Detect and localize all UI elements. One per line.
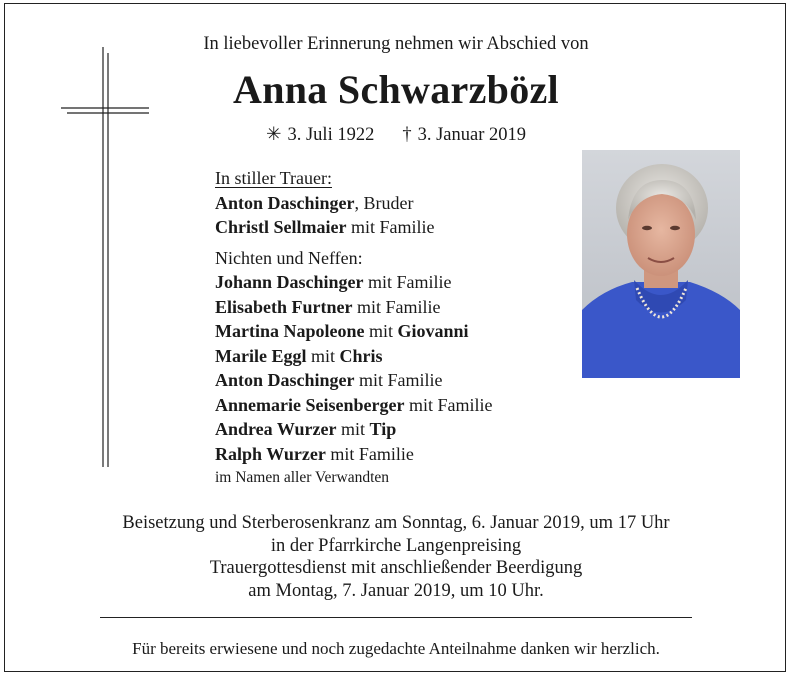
birth-date: 3. Juli 1922 <box>287 125 375 145</box>
relative-line: Ralph Wurzer mit Familie <box>215 443 414 464</box>
birth-star-icon: ✳ <box>265 125 282 145</box>
mourner-line: Christl Sellmaier mit Familie <box>215 217 435 237</box>
relatives-heading: Nichten und Neffen: <box>215 247 363 268</box>
relative-line: Martina Napoleone mit Giovanni <box>215 321 469 341</box>
life-dates <box>5 124 787 146</box>
relative-line: Andrea Wurzer mit Tip <box>215 419 397 439</box>
deceased-name: Anna Schwarzbözl <box>233 67 559 112</box>
mourners-list <box>215 166 585 491</box>
obituary-card <box>4 3 786 672</box>
service-line: am Montag, 7. Januar 2019, um 10 Uhr. <box>248 580 544 601</box>
closing-line: im Namen aller Verwandten <box>215 469 390 486</box>
death-date: 3. Januar 2019 <box>417 125 527 145</box>
relative-line: Anton Daschinger mit Familie <box>215 370 443 390</box>
service-line: Beisetzung und Sterberosenkranz am Sonntag, 6. Januar 2019, um 17 Uhr <box>122 513 670 533</box>
mourners-heading: In stiller Trauer: <box>215 168 332 188</box>
relative-line: Elisabeth Furtner mit Familie <box>215 296 441 317</box>
service-line: Trauergottesdienst mit anschließender Beerdigung <box>209 558 583 578</box>
death-cross-icon: † <box>402 125 412 145</box>
service-line: in der Pfarrkirche Langenpreising <box>270 535 522 556</box>
mourner-line: Anton Daschinger, Bruder <box>215 192 414 213</box>
relative-line: Annemarie Seisenberger mit Familie <box>215 394 493 415</box>
portrait-photo <box>582 150 740 378</box>
divider <box>100 617 692 618</box>
intro-line: In liebevoller Erinnerung nehmen wir Abschied von <box>203 34 589 54</box>
thanks-line: Für bereits erwiesene und noch zugedachte Anteilnahme danken wir herzlich. <box>132 639 660 658</box>
service-info <box>5 512 787 602</box>
relative-line: Johann Daschinger mit Familie <box>215 272 452 292</box>
relative-line: Marile Eggl mit Chris <box>215 345 383 366</box>
